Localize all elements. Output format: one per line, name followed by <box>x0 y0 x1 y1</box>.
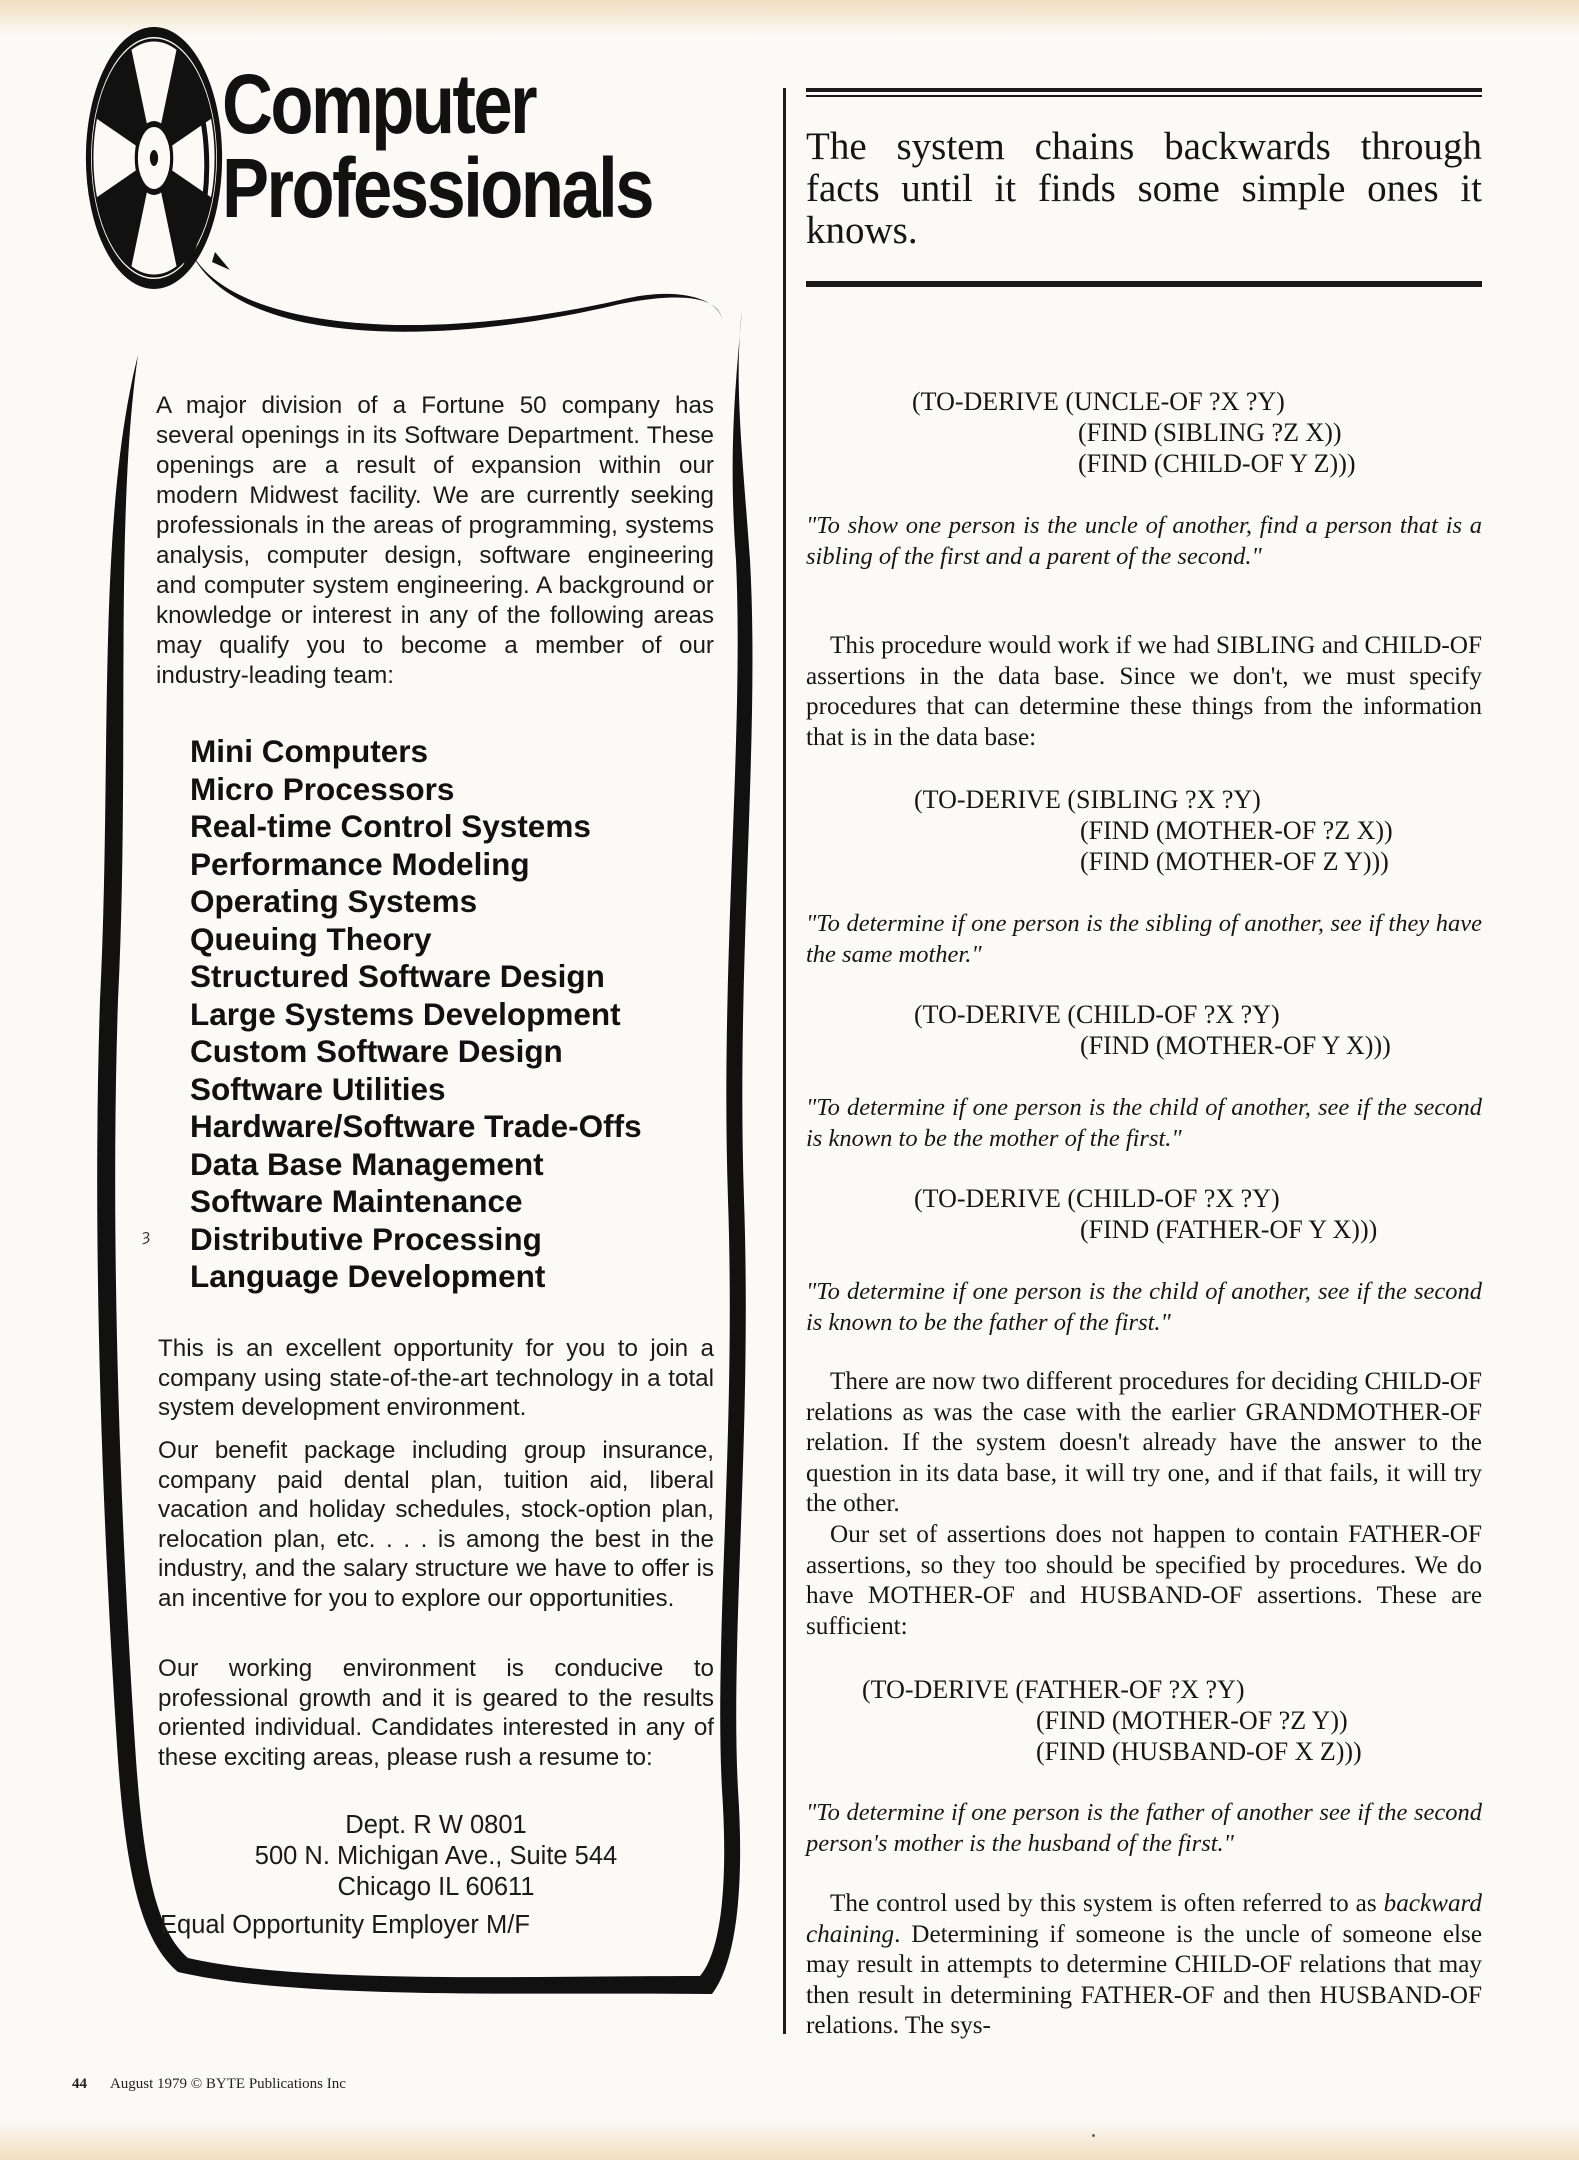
list-item: Large Systems Development <box>190 995 621 1032</box>
list-item: Language Development <box>190 1258 546 1294</box>
ad-eoe-statement: Equal Opportunity Employer M/F <box>160 1911 530 1939</box>
footer-credit: August 1979 © BYTE Publications Inc <box>109 2076 346 2092</box>
pull-quote-rule-top <box>806 88 1482 97</box>
code-line: (TO-DERIVE (FATHER-OF ?X ?Y) <box>862 1675 1245 1704</box>
code-line: (TO-DERIVE (UNCLE-OF ?X ?Y) <box>912 387 1285 416</box>
code-line: (FIND (MOTHER-OF ?Z X)) <box>1080 816 1393 845</box>
code-gloss: "To determine if one person is the child of another, see if the second is known to be the mother of the first." <box>806 1094 1482 1152</box>
code-line: (FIND (CHILD-OF Y Z))) <box>1078 449 1356 478</box>
code-gloss: "To determine if one person is the sibling of another, see if they have the same mother." <box>806 910 1482 968</box>
code-line: (FIND (HUSBAND-OF X Z))) <box>1036 1737 1362 1766</box>
ad-opportunity-paragraph: This is an excellent opportunity for you to join a company using state-of-the-art technology in a total system development environment. <box>158 1335 714 1421</box>
ad-headline-line-2: Professionals <box>222 141 652 235</box>
list-item: Software Utilities <box>190 1070 446 1107</box>
print-speck <box>1092 2134 1095 2137</box>
page-number: 44 <box>72 2076 87 2092</box>
list-item: Queuing Theory <box>190 920 432 957</box>
code-line: (FIND (SIBLING ?Z X)) <box>1078 418 1342 447</box>
column-divider <box>783 88 786 2034</box>
code-line: (TO-DERIVE (SIBLING ?X ?Y) <box>914 785 1261 814</box>
list-item: Hardware/Software Trade-Offs <box>190 1108 642 1144</box>
code-gloss: "To determine if one person is the father of another see if the second person's mother is the husband of the first." <box>806 1799 1482 1857</box>
list-item: Operating Systems <box>190 883 478 919</box>
ad-areas-list <box>190 733 642 1296</box>
film-reel-icon <box>84 26 234 296</box>
list-item: Real-time Control Systems <box>190 808 591 844</box>
page-footer <box>72 2076 346 2093</box>
list-item: Custom Software Design <box>190 1033 563 1069</box>
list-item: Structured Software Design <box>190 958 605 994</box>
code-line: (FIND (FATHER-OF Y X))) <box>1080 1215 1378 1244</box>
code-line: (TO-DERIVE (CHILD-OF ?X ?Y) <box>914 1000 1280 1029</box>
body-paragraph <box>806 1889 1482 2042</box>
pull-quote: The system chains backwards through facts until it finds some simple ones it knows. <box>806 125 1482 252</box>
code-line: (FIND (MOTHER-OF Y X))) <box>1080 1031 1391 1060</box>
recruitment-ad <box>0 0 780 2160</box>
body-text-run: The control used by this system is often referred to as <box>830 1890 1384 1917</box>
list-item: Software Maintenance <box>190 1183 523 1219</box>
list-item: Micro Processors <box>190 770 455 807</box>
list-item: Data Base Management <box>190 1145 544 1182</box>
emphasized-term: backward chaining <box>806 1890 1482 1948</box>
body-paragraph: This procedure would work if we had SIBLING and CHILD-OF assertions in the data base. Since we don't, we must specify procedures that can determine these things from the information that is in the data base: <box>806 632 1482 751</box>
ad-benefits-paragraph: Our benefit package including group insurance, company paid dental plan, tuition aid, liberal vacation and holiday schedules, stock-option plan, relocation plan, etc. . . . is among the best in the industry, and the salary structure we have to offer is an incentive for you to explore our opportunities. <box>158 1437 714 1612</box>
code-line: (FIND (MOTHER-OF Z Y))) <box>1080 847 1389 876</box>
list-item: Distributive Processing <box>190 1220 542 1257</box>
stray-print-mark: ȝ <box>142 1226 151 1245</box>
code-line: (FIND (MOTHER-OF ?Z Y)) <box>1036 1706 1348 1735</box>
ad-environment-paragraph: Our working environment is conducive to professional growth and it is geared to the results oriented individual. Candidates interested in any of these exciting areas, please rush a resume to: <box>158 1655 714 1771</box>
pull-quote-rule-bottom <box>806 278 1482 287</box>
address-line: 500 N. Michigan Ave., Suite 544 <box>254 1842 618 1870</box>
ad-intro-paragraph: A major division of a Fortune 50 company has several openings in its Software Department. These openings are a result of expansion within our modern Midwest facility. We are currently seeking professionals in the areas of programming, systems analysis, computer design, software engineering and computer system engineering. A background or knowledge or interest in any of the following areas may qualify you to become a member of our industry-leading team: <box>156 392 714 689</box>
code-line: (TO-DERIVE (CHILD-OF ?X ?Y) <box>914 1184 1280 1213</box>
body-paragraph: There are now two different procedures for deciding CHILD-OF relations as was the case with the earlier GRANDMOTHER-OF relation. If the system doesn't already have the answer to the question in its data base, it will try one, and if that fails, it will try the other. <box>806 1368 1482 1517</box>
list-item: Performance Modeling <box>190 845 530 882</box>
code-gloss: "To show one person is the uncle of another, find a person that is a sibling of the first and a parent of the second." <box>806 512 1482 570</box>
body-text-run: . Determining if someone is the uncle of someone else may result in attempts to determine CHILD-OF relations that may then result in determining FATHER-OF and then HUSBAND-OF relations. The sys- <box>806 1920 1482 2039</box>
ad-headline <box>222 57 659 235</box>
body-paragraph: Our set of assertions does not happen to contain FATHER-OF assertions, so they too should be specified by procedures. We do have MOTHER-OF and HUSBAND-OF assertions. These are sufficient: <box>806 1521 1482 1640</box>
list-item: Mini Computers <box>190 733 429 769</box>
ad-address-block <box>158 1810 714 1903</box>
code-gloss: "To determine if one person is the child of another, see if the second is known to be the father of the first." <box>806 1278 1482 1336</box>
address-line: Dept. R W 0801 <box>345 1811 527 1839</box>
ad-headline-line-1: Computer <box>222 57 536 151</box>
address-line: Chicago IL 60611 <box>337 1873 535 1901</box>
